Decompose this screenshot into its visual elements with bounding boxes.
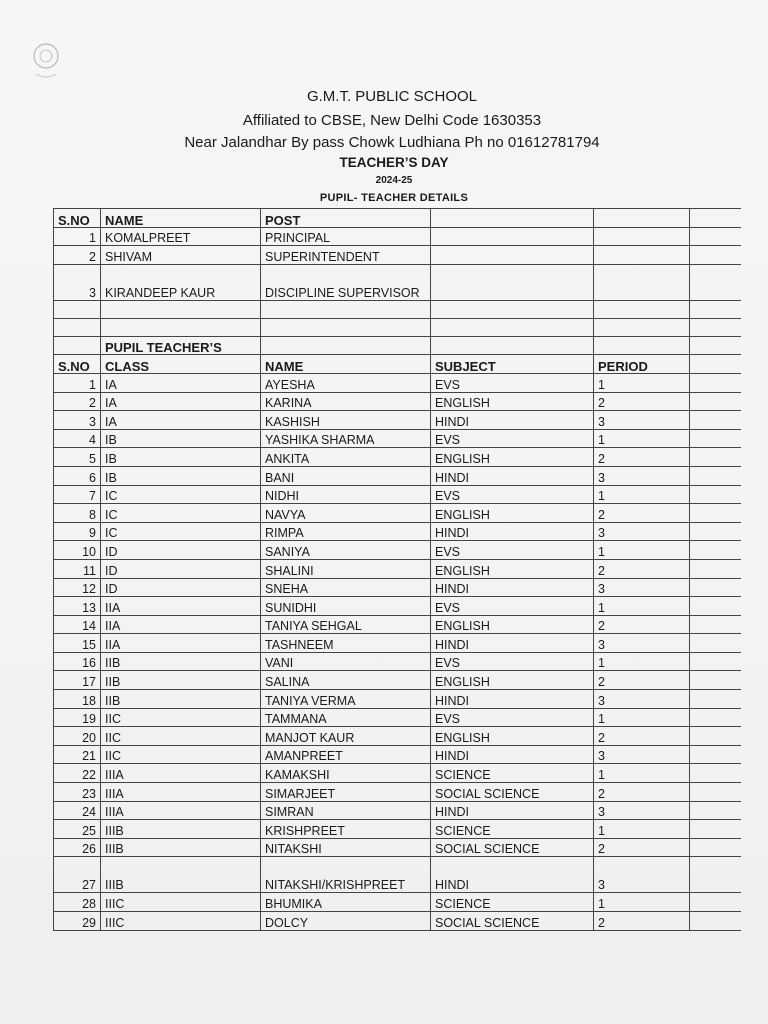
class-cell: IIC xyxy=(101,727,261,746)
pupil-row xyxy=(54,912,742,931)
pupil-row xyxy=(54,541,742,560)
subject-cell: EVS xyxy=(431,485,594,504)
pupil-name: VANI xyxy=(261,652,431,671)
class-cell: IC xyxy=(101,522,261,541)
class-cell: IC xyxy=(101,504,261,523)
column-header: NAME xyxy=(261,355,431,374)
serial-number: 27 xyxy=(54,857,101,893)
pupil-name: BANI xyxy=(261,466,431,485)
period-cell: 3 xyxy=(594,857,690,893)
serial-number: 4 xyxy=(54,429,101,448)
serial-number: 21 xyxy=(54,745,101,764)
class-cell: IIIB xyxy=(101,838,261,857)
column-header: NAME xyxy=(101,209,261,228)
serial-number: 1 xyxy=(54,227,101,246)
affiliation-line: Affiliated to CBSE, New Delhi Code 1630353 xyxy=(242,112,542,129)
serial-number: 20 xyxy=(54,727,101,746)
pupil-name: AYESHA xyxy=(261,373,431,392)
pupil-group-label: PUPIL TEACHER’S xyxy=(101,336,261,355)
pupil-row xyxy=(54,373,742,392)
subject-cell: SCIENCE xyxy=(431,764,594,783)
pupil-name: ANKITA xyxy=(261,448,431,467)
subject-cell: HINDI xyxy=(431,690,594,709)
staff-name: SHIVAM xyxy=(101,246,261,265)
event-title: TEACHER’S DAY xyxy=(339,155,449,170)
school-emblem-icon xyxy=(28,40,64,84)
class-cell: ID xyxy=(101,541,261,560)
period-cell: 2 xyxy=(594,392,690,411)
pupil-row xyxy=(54,597,742,616)
pupil-name: KASHISH xyxy=(261,411,431,430)
period-cell: 3 xyxy=(594,578,690,597)
address-line: Near Jalandhar By pass Chowk Ludhiana Ph no 01612781794 xyxy=(184,134,600,151)
class-cell: IIC xyxy=(101,708,261,727)
serial-number: 8 xyxy=(54,504,101,523)
period-cell: 3 xyxy=(594,411,690,430)
period-cell: 1 xyxy=(594,541,690,560)
serial-number: 28 xyxy=(54,893,101,912)
class-cell: IIC xyxy=(101,745,261,764)
blank-row xyxy=(54,300,742,318)
pupil-name: TAMMANA xyxy=(261,708,431,727)
period-cell: 2 xyxy=(594,838,690,857)
class-cell: IIA xyxy=(101,615,261,634)
pupil-row xyxy=(54,671,742,690)
subject-cell: ENGLISH xyxy=(431,392,594,411)
period-cell: 3 xyxy=(594,801,690,820)
subject-cell: ENGLISH xyxy=(431,727,594,746)
pupil-row xyxy=(54,727,742,746)
serial-number: 10 xyxy=(54,541,101,560)
class-cell: IIB xyxy=(101,690,261,709)
pupil-group-label-row xyxy=(54,336,742,355)
column-header: SUBJECT xyxy=(431,355,594,374)
class-cell: IC xyxy=(101,485,261,504)
pupil-row xyxy=(54,578,742,597)
class-cell: IIIC xyxy=(101,912,261,931)
class-cell: IIIB xyxy=(101,820,261,839)
serial-number: 14 xyxy=(54,615,101,634)
pupil-name: SUNIDHI xyxy=(261,597,431,616)
pupil-name: SIMARJEET xyxy=(261,783,431,802)
class-cell: IIIA xyxy=(101,764,261,783)
serial-number: 2 xyxy=(54,246,101,265)
class-cell: ID xyxy=(101,578,261,597)
subject-cell: HINDI xyxy=(431,578,594,597)
pupil-name: SIMRAN xyxy=(261,801,431,820)
pupil-name: NAVYA xyxy=(261,504,431,523)
pupil-row xyxy=(54,615,742,634)
serial-number: 19 xyxy=(54,708,101,727)
pupil-row xyxy=(54,838,742,857)
pupil-row xyxy=(54,764,742,783)
pupil-name: AMANPREET xyxy=(261,745,431,764)
subject-cell: SOCIAL SCIENCE xyxy=(431,912,594,931)
subject-cell: EVS xyxy=(431,597,594,616)
subject-cell: EVS xyxy=(431,708,594,727)
pupil-row xyxy=(54,652,742,671)
class-cell: ID xyxy=(101,559,261,578)
class-cell: IB xyxy=(101,466,261,485)
document-subtitle: PUPIL- TEACHER DETAILS xyxy=(319,192,469,204)
pupil-name: MANJOT KAUR xyxy=(261,727,431,746)
period-cell: 1 xyxy=(594,652,690,671)
serial-number: 12 xyxy=(54,578,101,597)
pupil-row xyxy=(54,448,742,467)
period-cell: 2 xyxy=(594,615,690,634)
subject-cell: ENGLISH xyxy=(431,448,594,467)
period-cell: 3 xyxy=(594,690,690,709)
pupil-name: SANIYA xyxy=(261,541,431,560)
column-header: S.NO xyxy=(54,355,101,374)
pupil-row xyxy=(54,466,742,485)
subject-cell: ENGLISH xyxy=(431,504,594,523)
pupil-row xyxy=(54,634,742,653)
teacher-details-table xyxy=(53,208,741,931)
pupil-row xyxy=(54,857,742,893)
staff-row xyxy=(54,264,742,300)
pupil-name: RIMPA xyxy=(261,522,431,541)
class-cell: IIIB xyxy=(101,857,261,893)
pupil-row xyxy=(54,820,742,839)
period-cell: 3 xyxy=(594,634,690,653)
period-cell: 2 xyxy=(594,559,690,578)
pupil-name: NITAKSHI/KRISHPREET xyxy=(261,857,431,893)
subject-cell: SOCIAL SCIENCE xyxy=(431,783,594,802)
serial-number: 3 xyxy=(54,411,101,430)
period-cell: 1 xyxy=(594,893,690,912)
subject-cell: HINDI xyxy=(431,411,594,430)
staff-post: DISCIPLINE SUPERVISOR xyxy=(261,264,431,300)
serial-number: 11 xyxy=(54,559,101,578)
class-cell: IB xyxy=(101,448,261,467)
subject-cell: HINDI xyxy=(431,857,594,893)
period-cell: 1 xyxy=(594,708,690,727)
serial-number: 23 xyxy=(54,783,101,802)
period-cell: 1 xyxy=(594,820,690,839)
serial-number: 22 xyxy=(54,764,101,783)
pupil-row xyxy=(54,485,742,504)
pupil-row xyxy=(54,893,742,912)
subject-cell: HINDI xyxy=(431,522,594,541)
pupil-name: KRISHPREET xyxy=(261,820,431,839)
pupil-name: KARINA xyxy=(261,392,431,411)
pupil-row xyxy=(54,690,742,709)
serial-number: 7 xyxy=(54,485,101,504)
pupil-name: TANIYA SEHGAL xyxy=(261,615,431,634)
period-cell: 2 xyxy=(594,504,690,523)
serial-number: 6 xyxy=(54,466,101,485)
subject-cell: HINDI xyxy=(431,634,594,653)
pupil-row xyxy=(54,411,742,430)
subject-cell: ENGLISH xyxy=(431,559,594,578)
subject-cell: HINDI xyxy=(431,801,594,820)
subject-cell: EVS xyxy=(431,429,594,448)
pupil-row xyxy=(54,801,742,820)
period-cell: 3 xyxy=(594,466,690,485)
serial-number: 16 xyxy=(54,652,101,671)
column-header: POST xyxy=(261,209,431,228)
school-name: G.M.T. PUBLIC SCHOOL xyxy=(306,88,478,105)
serial-number: 3 xyxy=(54,264,101,300)
period-cell: 2 xyxy=(594,727,690,746)
period-cell: 2 xyxy=(594,671,690,690)
class-cell: IIB xyxy=(101,652,261,671)
staff-row xyxy=(54,227,742,246)
serial-number: 17 xyxy=(54,671,101,690)
class-cell: IIA xyxy=(101,597,261,616)
class-cell: IIIA xyxy=(101,783,261,802)
serial-number: 26 xyxy=(54,838,101,857)
subject-cell: SCIENCE xyxy=(431,893,594,912)
serial-number: 15 xyxy=(54,634,101,653)
class-cell: IIIA xyxy=(101,801,261,820)
serial-number: 29 xyxy=(54,912,101,931)
period-cell: 2 xyxy=(594,912,690,931)
period-cell: 3 xyxy=(594,745,690,764)
class-cell: IA xyxy=(101,392,261,411)
subject-cell: ENGLISH xyxy=(431,671,594,690)
pupil-name: BHUMIKA xyxy=(261,893,431,912)
subject-cell: SCIENCE xyxy=(431,820,594,839)
staff-name: KOMALPREET xyxy=(101,227,261,246)
period-cell: 1 xyxy=(594,429,690,448)
serial-number: 24 xyxy=(54,801,101,820)
pupil-row xyxy=(54,708,742,727)
subject-cell: ENGLISH xyxy=(431,615,594,634)
serial-number: 25 xyxy=(54,820,101,839)
period-cell: 1 xyxy=(594,597,690,616)
pupil-name: NITAKSHI xyxy=(261,838,431,857)
subject-cell: EVS xyxy=(431,373,594,392)
column-header: S.NO xyxy=(54,209,101,228)
serial-number: 5 xyxy=(54,448,101,467)
pupil-row xyxy=(54,522,742,541)
staff-row xyxy=(54,246,742,265)
column-header: PERIOD xyxy=(594,355,690,374)
staff-post: PRINCIPAL xyxy=(261,227,431,246)
class-cell: IIIC xyxy=(101,893,261,912)
serial-number: 1 xyxy=(54,373,101,392)
pupil-row xyxy=(54,429,742,448)
pupil-name: NIDHI xyxy=(261,485,431,504)
subject-cell: EVS xyxy=(431,652,594,671)
pupil-row xyxy=(54,783,742,802)
subject-cell: SOCIAL SCIENCE xyxy=(431,838,594,857)
pupil-name: KAMAKSHI xyxy=(261,764,431,783)
pupil-row xyxy=(54,392,742,411)
serial-number: 9 xyxy=(54,522,101,541)
period-cell: 2 xyxy=(594,448,690,467)
pupil-row xyxy=(54,559,742,578)
pupil-name: TASHNEEM xyxy=(261,634,431,653)
class-cell: IA xyxy=(101,373,261,392)
class-cell: IIB xyxy=(101,671,261,690)
blank-row xyxy=(54,318,742,336)
period-cell: 1 xyxy=(594,373,690,392)
subject-cell: EVS xyxy=(431,541,594,560)
pupil-name: YASHIKA SHARMA xyxy=(261,429,431,448)
subject-cell: HINDI xyxy=(431,466,594,485)
period-cell: 1 xyxy=(594,485,690,504)
session-year: 2024-25 xyxy=(375,175,413,186)
pupil-name: SHALINI xyxy=(261,559,431,578)
class-cell: IB xyxy=(101,429,261,448)
period-cell: 1 xyxy=(594,764,690,783)
serial-number: 2 xyxy=(54,392,101,411)
pupil-name: TANIYA VERMA xyxy=(261,690,431,709)
pupil-name: DOLCY xyxy=(261,912,431,931)
serial-number: 13 xyxy=(54,597,101,616)
serial-number: 18 xyxy=(54,690,101,709)
pupil-row xyxy=(54,504,742,523)
class-cell: IA xyxy=(101,411,261,430)
column-header: CLASS xyxy=(101,355,261,374)
pupil-header-row xyxy=(54,355,742,374)
pupil-name: SALINA xyxy=(261,671,431,690)
class-cell: IIA xyxy=(101,634,261,653)
subject-cell: HINDI xyxy=(431,745,594,764)
pupil-row xyxy=(54,745,742,764)
staff-post: SUPERINTENDENT xyxy=(261,246,431,265)
period-cell: 3 xyxy=(594,522,690,541)
staff-header-row xyxy=(54,209,742,228)
pupil-name: SNEHA xyxy=(261,578,431,597)
staff-name: KIRANDEEP KAUR xyxy=(101,264,261,300)
period-cell: 2 xyxy=(594,783,690,802)
